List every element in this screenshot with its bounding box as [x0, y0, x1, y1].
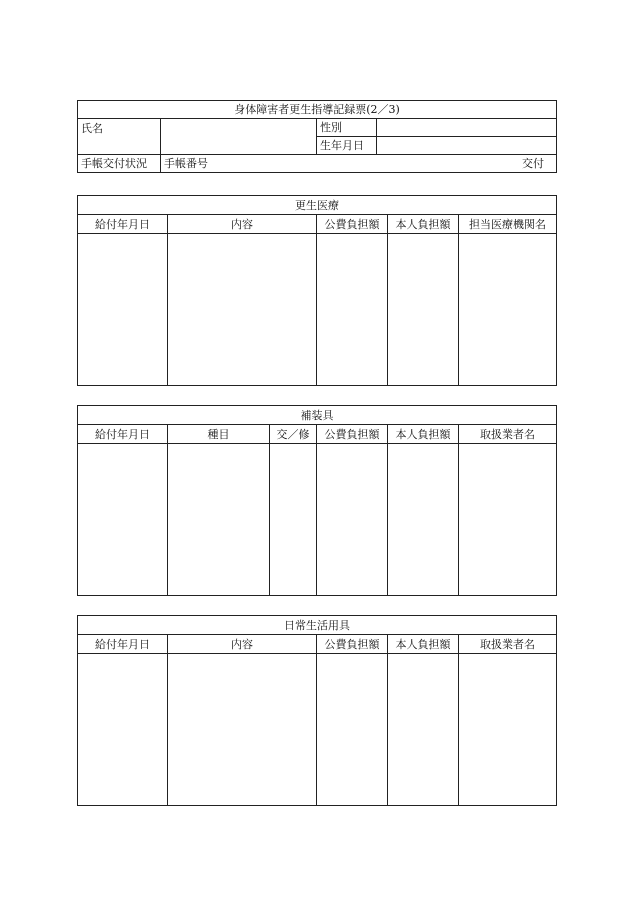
entry-cell[interactable] — [459, 444, 557, 596]
entry-cell[interactable] — [388, 444, 459, 596]
name-label: 氏名 — [78, 119, 161, 155]
entry-cell[interactable] — [78, 234, 168, 386]
entry-cell[interactable] — [317, 654, 388, 806]
column-header: 内容 — [168, 215, 317, 234]
column-header: 本人負担額 — [388, 635, 459, 654]
column-header: 給付年月日 — [78, 635, 168, 654]
entry-cell[interactable] — [388, 234, 459, 386]
entry-cell[interactable] — [459, 234, 557, 386]
column-header: 内容 — [168, 635, 317, 654]
column-header: 交／修 — [270, 425, 317, 444]
issued-label: 交付 — [522, 157, 545, 170]
column-header: 公費負担額 — [317, 215, 388, 234]
dob-label: 生年月日 — [317, 137, 377, 155]
personal-info-table — [77, 100, 557, 173]
medical-rehab-table — [77, 195, 557, 386]
entry-cell[interactable] — [317, 444, 388, 596]
column-header: 給付年月日 — [78, 215, 168, 234]
sex-field[interactable] — [377, 119, 557, 137]
section-title: 日常生活用具 — [78, 616, 557, 635]
entry-cell[interactable] — [459, 654, 557, 806]
prosthetic-device-table — [77, 405, 557, 596]
notebook-number-field[interactable] — [161, 155, 557, 173]
sex-label: 性別 — [317, 119, 377, 137]
section-title: 更生医療 — [78, 196, 557, 215]
notebook-number-label: 手帳番号 — [164, 157, 208, 170]
notebook-status-label: 手帳交付状況 — [78, 155, 161, 173]
column-header: 本人負担額 — [388, 425, 459, 444]
form-title: 身体障害者更生指導記録票(2／3) — [78, 101, 557, 119]
section-title: 補装具 — [78, 406, 557, 425]
column-header: 種目 — [168, 425, 270, 444]
dob-field[interactable] — [377, 137, 557, 155]
column-header: 担当医療機関名 — [459, 215, 557, 234]
entry-cell[interactable] — [168, 654, 317, 806]
daily-living-equipment-table — [77, 615, 557, 806]
entry-cell[interactable] — [168, 234, 317, 386]
column-header: 本人負担額 — [388, 215, 459, 234]
entry-cell[interactable] — [78, 444, 168, 596]
column-header: 公費負担額 — [317, 425, 388, 444]
entry-cell[interactable] — [388, 654, 459, 806]
column-header: 給付年月日 — [78, 425, 168, 444]
entry-cell[interactable] — [78, 654, 168, 806]
name-field[interactable] — [161, 119, 317, 155]
entry-cell[interactable] — [317, 234, 388, 386]
column-header: 取扱業者名 — [459, 425, 557, 444]
entry-cell[interactable] — [270, 444, 317, 596]
entry-cell[interactable] — [168, 444, 270, 596]
column-header: 取扱業者名 — [459, 635, 557, 654]
column-header: 公費負担額 — [317, 635, 388, 654]
